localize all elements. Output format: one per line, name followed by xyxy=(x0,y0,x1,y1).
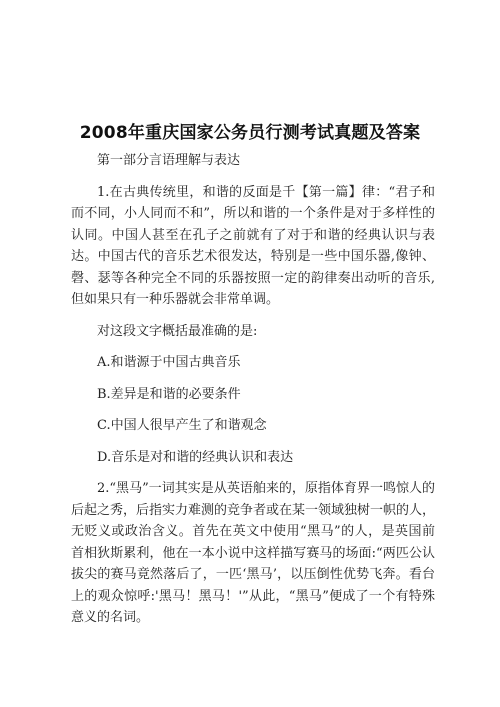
section-heading: 第一部分言语理解与表达 xyxy=(97,153,241,168)
question-2-stem: 2.“黑马”一词其实是从英语舶来的，原指体育界一鸣惊人的后起之秀，后指实力难测的竞争者或在某一领域独树一帜的人，无贬义或政治含义。首先在英文中使用“黑马”的人，是英国前首相狄斯累利，他在一本小说中这样描写赛马的场面:“两匹公认拔尖的赛马竟然落后了，一匹‘黑马’，以压倒性优势飞奔。看台上的观众惊呼:'黑马！黑马！'”从此，“黑马”便成了一个有特殊意义的名词。 xyxy=(71,481,436,625)
document-title: 2008年重庆国家公务员行测考试真题及答案 xyxy=(79,123,421,143)
document-body xyxy=(71,150,435,639)
question-1-option-b: B.差异是和谐的必要条件 xyxy=(97,386,241,402)
question-1-stem: 1.在古典传统里，和谐的反面是千【第一篇】律：“君子和而不同，小人同而不和”，所以和谐的一个条件是对于多样性的认同。中国人甚至在孔子之前就有了对于和谐的经典认识与表达。中国古代的音乐艺术很发达，特别是一些中国乐器,像钟、磬、瑟等各种完全不同的乐器按照一定的韵律奏出动听的音乐,但如果只有一种乐器就会非常单调。 xyxy=(71,184,435,307)
question-1-prompt: 对这段文字概括最准确的是: xyxy=(97,323,258,339)
question-1-option-d: D.音乐是对和谐的经典认识和表达 xyxy=(97,449,294,465)
question-1-option-c: C.中国人很早产生了和谐观念 xyxy=(97,418,267,433)
question-1-option-a: A.和谐源于中国古典音乐 xyxy=(97,355,241,370)
